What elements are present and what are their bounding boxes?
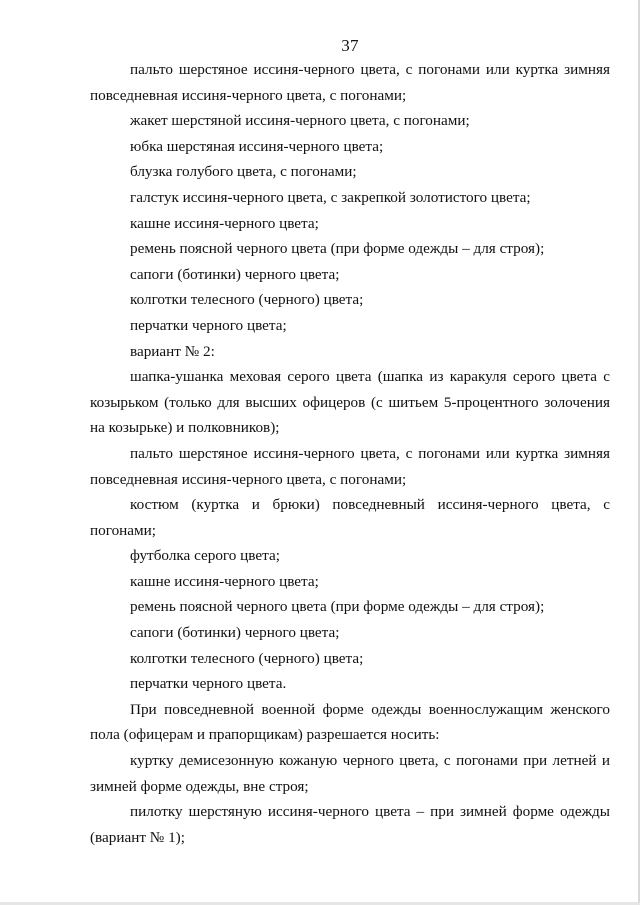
section-heading: вариант № 2: [130, 342, 215, 360]
paragraph: блузка голубого цвета, с погонами; [130, 163, 357, 181]
paragraph: пилотку шерстяную иссиня-черного цвета – при зимней форме одежды (вариант № 1); [90, 803, 610, 846]
paragraph: ремень поясной черного цвета (при форме одежды – для строя); [130, 598, 545, 616]
paragraph: При повседневной военной форме одежды военнослужащим женского пола (офицерам и прапорщикам) разрешается носить: [90, 700, 610, 744]
paragraph: сапоги (ботинки) черного цвета; [130, 265, 340, 283]
page-number: 37 [341, 36, 359, 55]
paragraph: куртку демисезонную кожаную черного цвета, с погонами при летней и зимней форме одежды, вне строя; [90, 752, 610, 795]
paragraph: жакет шерстяной иссиня-черного цвета, с погонами; [130, 112, 470, 130]
paragraph: пальто шерстяное иссиня-черного цвета, с погонами или куртка зимняя повседневная иссиня-черного цвета, с погонами; [90, 444, 610, 488]
paragraph: сапоги (ботинки) черного цвета; [130, 624, 340, 642]
paragraph: колготки телесного (черного) цвета; [130, 291, 364, 309]
paragraph: костюм (куртка и брюки) повседневный иссиня-черного цвета, с погонами; [90, 496, 610, 539]
paragraph: юбка шерстяная иссиня-черного цвета; [130, 137, 384, 155]
paragraph: футболка серого цвета; [130, 547, 280, 565]
paragraph: пальто шерстяное иссиня-черного цвета, с погонами или куртка зимняя повседневная иссиня-черного цвета, с погонами; [90, 61, 610, 104]
paragraph: ремень поясной черного цвета (при форме одежды – для строя); [130, 240, 545, 258]
document-body [90, 57, 610, 850]
paragraph: галстук иссиня-черного цвета, с закрепкой золотистого цвета; [130, 188, 531, 206]
paragraph: шапка-ушанка меховая серого цвета (шапка из каракуля серого цвета с козырьком (только для высших офицеров (с шитьем 5-процентного золочения на козырьке) и полковников); [90, 368, 610, 437]
paragraph: кашне иссиня-черного цвета; [130, 214, 319, 232]
paragraph: перчатки черного цвета; [130, 316, 287, 334]
paragraph: кашне иссиня-черного цвета; [130, 572, 319, 590]
paragraph: перчатки черного цвета. [130, 675, 287, 693]
paragraph: колготки телесного (черного) цвета; [130, 649, 364, 667]
